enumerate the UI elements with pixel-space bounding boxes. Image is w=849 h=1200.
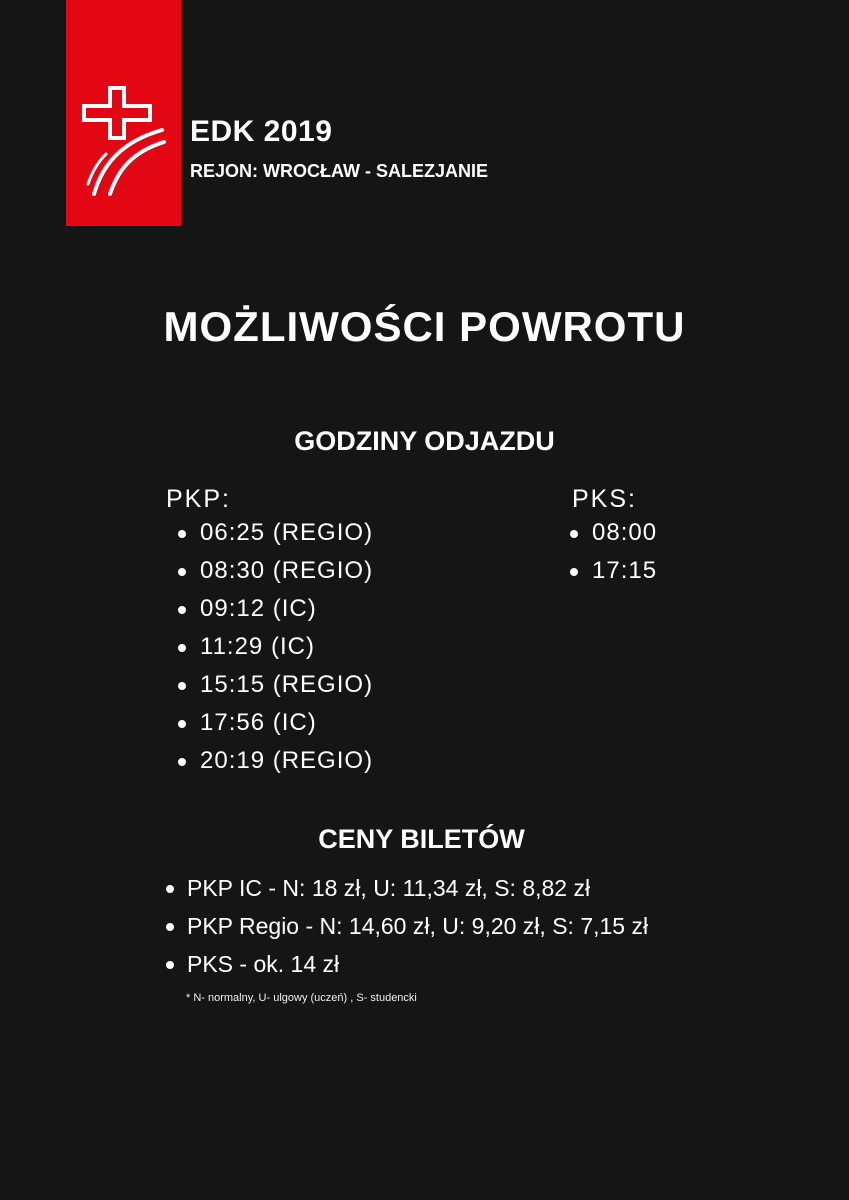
price-item: PKP Regio - N: 14,60 zł, U: 9,20 zł, S: 7,15 zł: [164, 911, 648, 949]
pkp-time-item: 06:25 (REGIO): [176, 518, 373, 556]
page-title: MOŻLIWOŚCI POWROTU: [163, 303, 686, 350]
pkp-time-item: 09:12 (IC): [176, 594, 373, 632]
price-item: PKS - ok. 14 zł: [164, 949, 648, 987]
pks-time-item: 17:15: [568, 556, 657, 594]
pkp-time-item: 20:19 (REGIO): [176, 746, 373, 784]
brand-subtitle: REJON: WROCŁAW - SALEZJANIE: [190, 161, 489, 181]
pkp-time-item: 15:15 (REGIO): [176, 670, 373, 708]
prices-list: [164, 873, 648, 987]
price-item: PKP IC - N: 18 zł, U: 11,34 zł, S: 8,82 zł: [164, 873, 648, 911]
prices-heading: CENY BILETÓW: [318, 824, 525, 854]
pkp-label: PKP:: [166, 485, 231, 513]
prices-footnote: * N- normalny, U- ulgowy (uczeń) , S- studencki: [186, 992, 417, 1004]
cross-road-icon: [80, 86, 166, 198]
brand-title: EDK 2019: [190, 115, 333, 148]
pkp-time-item: 08:30 (REGIO): [176, 556, 373, 594]
pkp-time-item: 17:56 (IC): [176, 708, 373, 746]
pkp-times-list: [176, 518, 373, 784]
pks-times-list: [568, 518, 657, 594]
departures-heading: GODZINY ODJAZDU: [294, 426, 555, 456]
pkp-time-item: 11:29 (IC): [176, 632, 373, 670]
logo-block: [66, 0, 181, 226]
pks-label: PKS:: [572, 485, 637, 513]
pks-time-item: 08:00: [568, 518, 657, 556]
